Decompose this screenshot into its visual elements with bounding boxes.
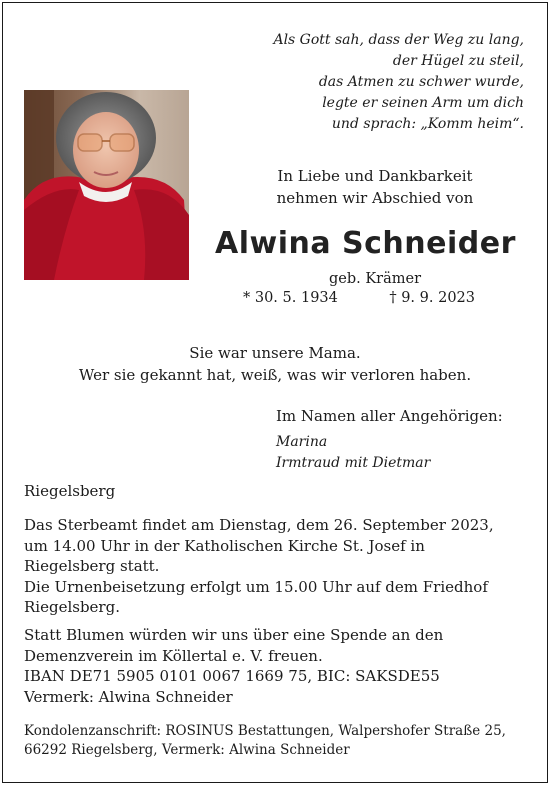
condolence-line: Kondolenzanschrift: ROSINUS Bestattungen, Walpershofer Straße 25, xyxy=(24,723,506,739)
family-member: Marina xyxy=(276,434,328,450)
tribute-text xyxy=(0,342,550,386)
service-line: Die Urnenbeisetzung erfolgt um 15.00 Uhr auf dem Friedhof xyxy=(24,577,488,596)
tribute-line: Sie war unsere Mama. xyxy=(189,344,361,362)
portrait-photo xyxy=(24,90,189,280)
family-member: Irmtraud mit Dietmar xyxy=(276,455,431,471)
birth-date: * 30. 5. 1934 xyxy=(243,290,338,306)
donation-details xyxy=(24,625,534,707)
service-details xyxy=(24,515,534,618)
poem-line: der Hügel zu steil, xyxy=(392,53,524,69)
poem xyxy=(273,30,524,135)
tribute-line: Wer sie gekannt hat, weiß, was wir verloren haben. xyxy=(78,366,472,384)
portrait-illustration xyxy=(24,90,189,280)
deceased-name: Alwina Schneider xyxy=(215,226,516,261)
service-line: Riegelsberg. xyxy=(24,598,120,616)
service-line: Riegelsberg statt. xyxy=(24,557,160,575)
family-intro: Im Namen aller Angehörigen: xyxy=(276,407,503,425)
poem-line: legte er seinen Arm um dich xyxy=(322,95,524,111)
poem-line: Als Gott sah, dass der Weg zu lang, xyxy=(273,32,524,48)
condolence-line: 66292 Riegelsberg, Vermerk: Alwina Schneider xyxy=(24,742,350,758)
poem-line: das Atmen zu schwer wurde, xyxy=(318,74,524,90)
donation-line: Demenzverein im Köllertal e. V. freuen. xyxy=(24,646,323,665)
birth-name: geb. Krämer xyxy=(328,271,422,287)
donation-line: Vermerk: Alwina Schneider xyxy=(24,687,233,706)
service-line: Das Sterbeamt findet am Dienstag, dem 26. September 2023, xyxy=(24,516,494,534)
life-dates xyxy=(243,290,475,306)
family-signatures xyxy=(276,432,430,474)
poem-line: und sprach: „Komm heim“. xyxy=(331,116,524,132)
farewell-line: nehmen wir Abschied von xyxy=(276,189,474,207)
condolence-address xyxy=(24,722,534,760)
farewell-line: In Liebe und Dankbarkeit xyxy=(277,167,473,185)
place-name: Riegelsberg xyxy=(24,482,116,500)
service-line: um 14.00 Uhr in der Katholischen Kirche St. Josef in xyxy=(24,536,425,555)
death-date: † 9. 9. 2023 xyxy=(389,290,475,306)
farewell-text xyxy=(225,165,525,209)
donation-line: Statt Blumen würden wir uns über eine Spende an den xyxy=(24,626,444,644)
donation-line: IBAN DE71 5905 0101 0067 1669 75, BIC: SAKSDE55 xyxy=(24,667,440,685)
